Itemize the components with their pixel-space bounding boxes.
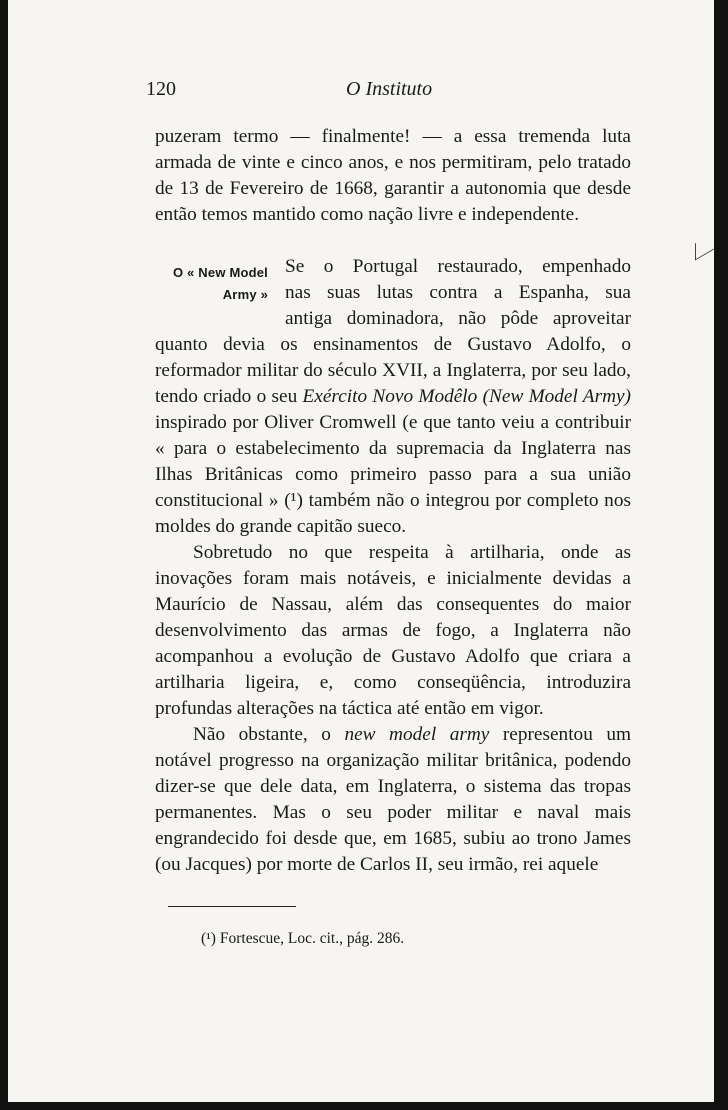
paragraph-2-body-a: quanto devia os ensinamentos de Gustavo Adolfo, o reformador militar do século XVII, a Inglaterra, por seu lado, tendo criado o seu bbox=[155, 334, 631, 407]
paragraph-2-lead-line-2: nas suas lutas contra a Espanha, sua bbox=[285, 282, 631, 303]
paragraph-3: Sobretudo no que respeita à artilharia, onde as inovações foram mais notáveis, e inicialmente devidas a Maurício de Nassau, além das consequentes do maior desenvolvimento das armas de fogo, a Inglaterra não acompanhou a evolução de Gustavo Adolfo que criara a artilharia ligeira, e, como conseqüência, introduzira profundas alterações na táctica até então em vigor. bbox=[155, 542, 631, 719]
paragraph-2 bbox=[155, 254, 631, 540]
paragraph-2-body-b: inspirado por Oliver Cromwell (e que tanto veiu a contribuir « para o estabelecimento da supremacia da Inglaterra nas Ilhas Britânicas como primeiro passo para a sua união constitucional » bbox=[155, 412, 631, 511]
paragraph-2-lead-line-1: Se o Portugal restaurado, empenhado bbox=[285, 256, 631, 277]
margin-note-line-2: Army » bbox=[222, 287, 268, 302]
page-number: 120 bbox=[146, 78, 176, 100]
paragraph-4-italic: new model army bbox=[344, 724, 490, 745]
footnote bbox=[201, 930, 404, 948]
paragraph-4-start: Não obstante, o bbox=[193, 724, 331, 745]
paragraph-1: puzeram termo — finalmente! — a essa tremenda luta armada de vinte e cinco anos, e nos permitiram, pelo tratado de 13 de Fevereiro de 1668, garantir a autonomia que desde então temos mantido como nação livre e independente. bbox=[155, 126, 631, 225]
paragraph-2-body-c: também não o integrou por completo nos moldes do grande capitão sueco. bbox=[155, 490, 631, 537]
paragraph-4 bbox=[155, 722, 631, 878]
book-page bbox=[8, 0, 714, 1102]
footnote-marker: (¹) bbox=[201, 930, 216, 947]
paragraph-2-lead-line-3: antiga dominadora, não pôde aproveitar bbox=[285, 308, 631, 329]
paragraph-4-rest: representou um notável progresso na organização militar britânica, podendo dizer-se que dele data, em Inglaterra, o sistema das tropas permanentes. Mas o seu poder militar e naval mais engrandecido foi desde que, em 1685, subiu ao trono James (ou Jacques) por morte de Carlos II, seu irmão, rei aquele bbox=[155, 724, 632, 875]
page-edge-mark bbox=[695, 233, 714, 261]
footnote-divider bbox=[168, 906, 296, 907]
margin-note-line-1: O « New Model bbox=[172, 265, 268, 280]
footnote-reference: (¹) bbox=[284, 490, 303, 511]
page-header bbox=[146, 78, 636, 102]
footnote-text: Fortescue, Loc. cit., pág. 286. bbox=[219, 930, 405, 947]
running-title: O Instituto bbox=[346, 78, 433, 100]
paragraph-2-italic-title: Exército Novo Modêlo (New Model Army) bbox=[302, 386, 631, 407]
